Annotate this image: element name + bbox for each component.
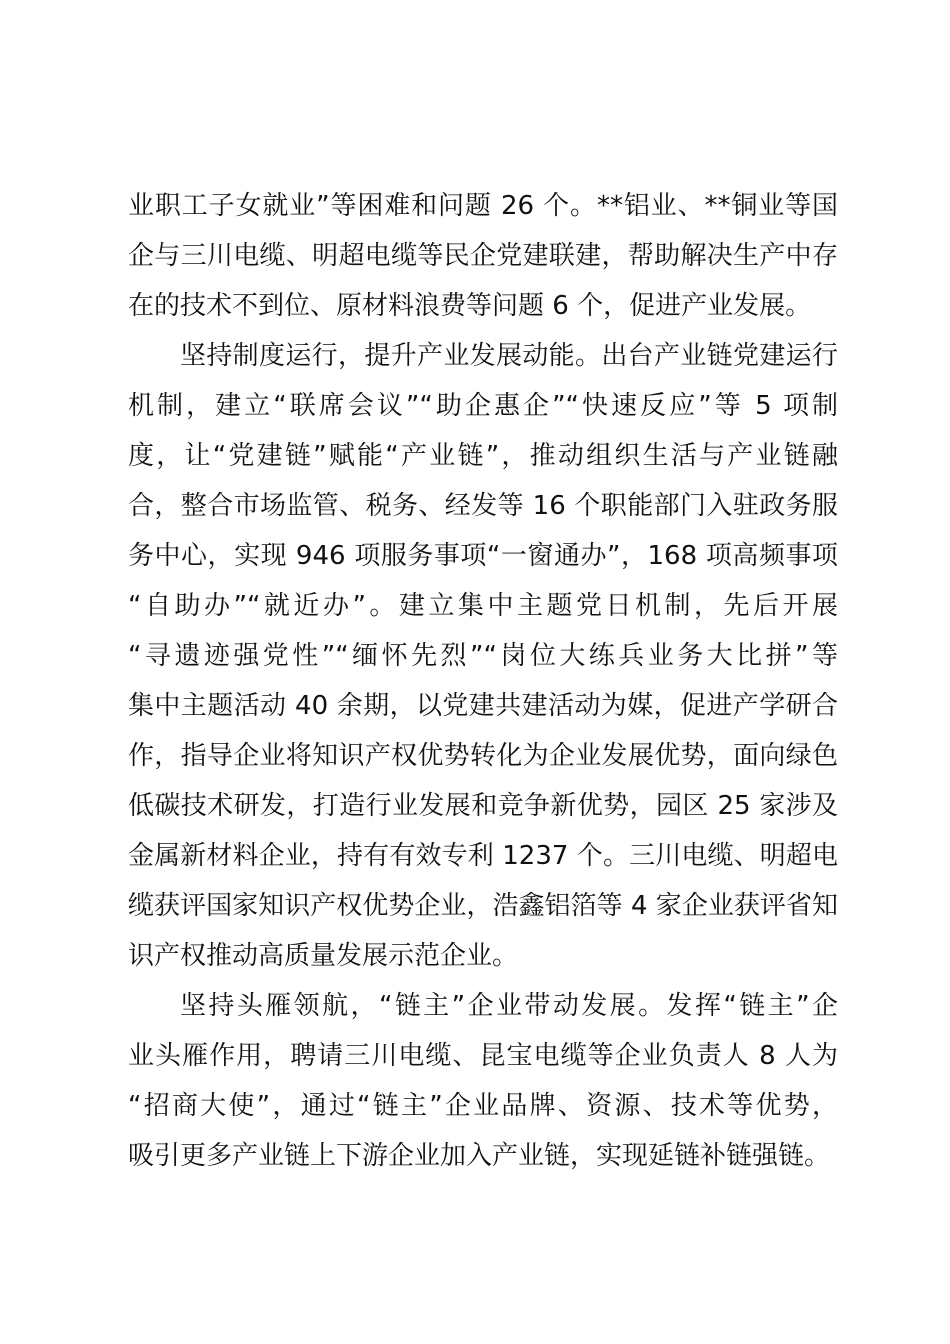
text-line: 合，整合市场监管、税务、经发等 16 个职能部门入驻政务服 <box>128 491 838 521</box>
text-line: “自助办”“就近办”。建立集中主题党日机制，先后开展 <box>128 591 838 621</box>
text-line: 企与三川电缆、明超电缆等民企党建联建，帮助解决生产中存 <box>128 241 838 271</box>
text-line: “招商大使”，通过“链主”企业品牌、资源、技术等优势， <box>128 1091 838 1121</box>
paragraph-3 <box>128 981 838 1181</box>
text-line: 识产权推动高质量发展示范企业。 <box>128 941 519 971</box>
text-line: 低碳技术研发，打造行业发展和竞争新优势，园区 25 家涉及 <box>128 791 838 821</box>
text-line: 业职工子女就业”等困难和问题 26 个。**铝业、**铜业等国 <box>128 191 838 221</box>
text-line: 在的技术不到位、原材料浪费等问题 6 个，促进产业发展。 <box>128 291 812 321</box>
text-line: 坚持制度运行，提升产业发展动能。出台产业链党建运行 <box>180 341 838 371</box>
text-line: 缆获评国家知识产权优势企业，浩鑫铝箔等 4 家企业获评省知 <box>128 891 838 921</box>
text-line: 机制，建立“联席会议”“助企惠企”“快速反应”等 5 项制 <box>128 391 838 421</box>
text-line: 业头雁作用，聘请三川电缆、昆宝电缆等企业负责人 8 人为 <box>128 1041 838 1071</box>
text-line: 金属新材料企业，持有有效专利 1237 个。三川电缆、明超电 <box>128 841 838 871</box>
text-line: 度，让“党建链”赋能“产业链”，推动组织生活与产业链融 <box>128 441 838 471</box>
text-line: 集中主题活动 40 余期，以党建共建活动为媒，促进产学研合 <box>128 691 838 721</box>
paragraph-2 <box>128 331 838 981</box>
text-line: 坚持头雁领航，“链主”企业带动发展。发挥“链主”企 <box>180 991 838 1021</box>
paragraph-1 <box>128 181 838 331</box>
text-line: 务中心，实现 946 项服务事项“一窗通办”，168 项高频事项 <box>128 541 838 571</box>
document-body <box>128 181 838 1181</box>
text-line: 吸引更多产业链上下游企业加入产业链，实现延链补链强链。 <box>128 1141 831 1171</box>
text-line: 作，指导企业将知识产权优势转化为企业发展优势，面向绿色 <box>128 741 838 771</box>
text-line: “寻遗迹强党性”“缅怀先烈”“岗位大练兵业务大比拼”等 <box>128 641 838 671</box>
